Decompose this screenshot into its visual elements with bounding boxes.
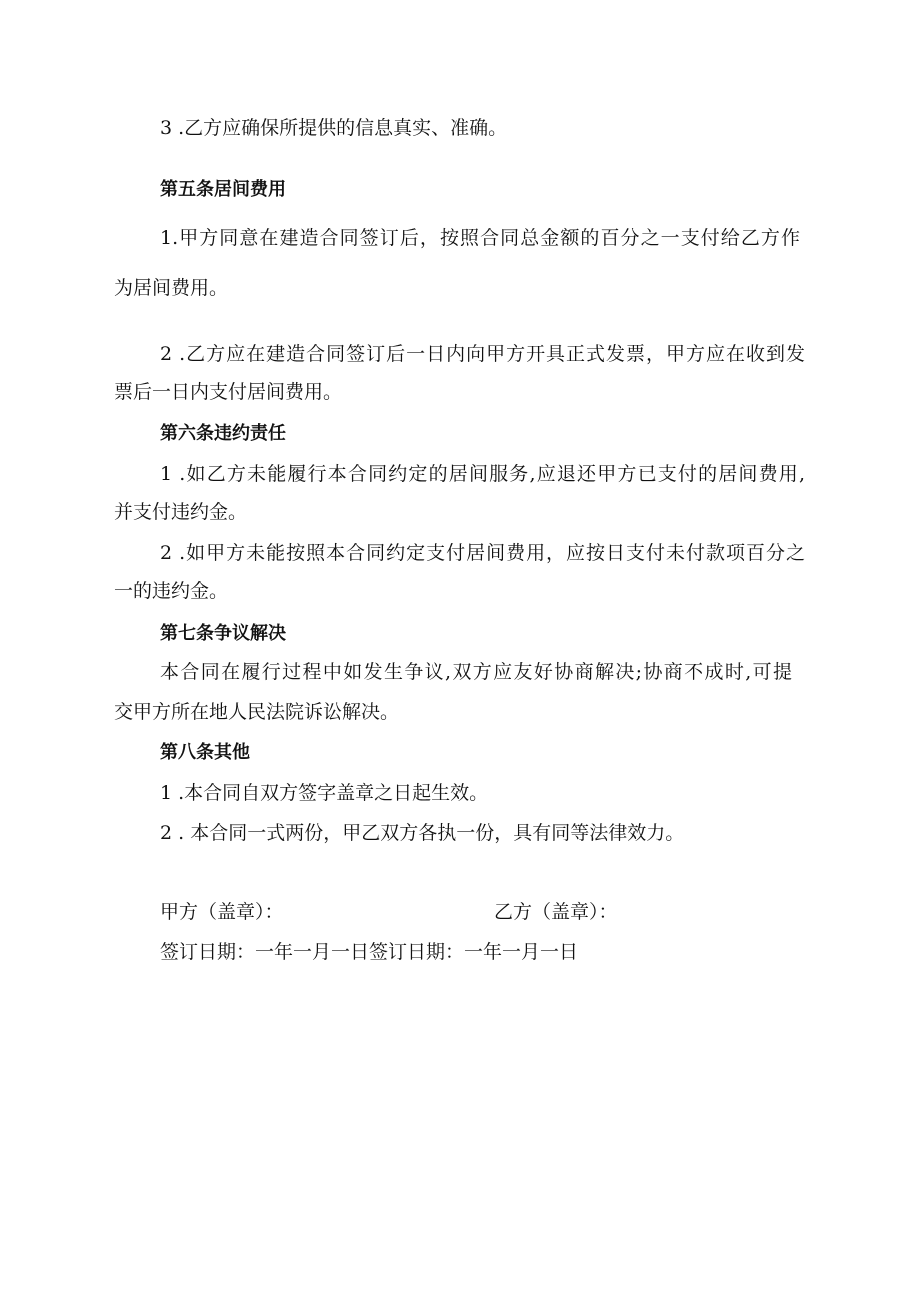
clause-line: 为居间费用。 (114, 277, 229, 299)
section-heading: 第八条其他 (160, 742, 250, 763)
clause-line: 并支付违约金。 (114, 501, 248, 523)
party-b-seal-label: 乙方（盖章）： (494, 901, 618, 923)
signing-date-line: 签订日期：一年一月一日签订日期：一年一月一日 (160, 941, 579, 963)
section-heading: 第七条争议解决 (160, 623, 286, 644)
clause-line: 2 .乙方应在建造合同签订后一日内向甲方开具正式发票，甲方应在收到发 (160, 343, 805, 365)
clause-line: 一的违约金。 (114, 580, 229, 602)
clause-line: 1 .如乙方未能履行本合同约定的居间服务,应退还甲方已支付的居间费用, (160, 463, 805, 485)
clause-line: 2 .如甲方未能按照本合同约定支付居间费用，应按日支付未付款项百分之 (160, 542, 805, 564)
clause-item: 3 .乙方应确保所提供的信息真实、准确。 (160, 117, 508, 139)
clause-line: 交甲方所在地人民法院诉讼解决。 (114, 701, 400, 723)
clause-line: 票后一日内支付居间费用。 (114, 381, 343, 403)
clause-item: 1 .本合同自双方签字盖章之日起生效。 (160, 782, 489, 804)
section-heading: 第六条违约责任 (160, 423, 286, 444)
clause-line: 本合同在履行过程中如发生争议,双方应友好协商解决;协商不成时,可提 (160, 661, 792, 683)
section-heading: 第五条居间费用 (160, 179, 286, 200)
clause-line: 1.甲方同意在建造合同签订后，按照合同总金额的百分之一支付给乙方作 (160, 227, 800, 249)
party-a-seal-label: 甲方（盖章）： (160, 901, 284, 923)
clause-item: 2 . 本合同一式两份，甲乙双方各执一份，具有同等法律效力。 (160, 822, 685, 844)
